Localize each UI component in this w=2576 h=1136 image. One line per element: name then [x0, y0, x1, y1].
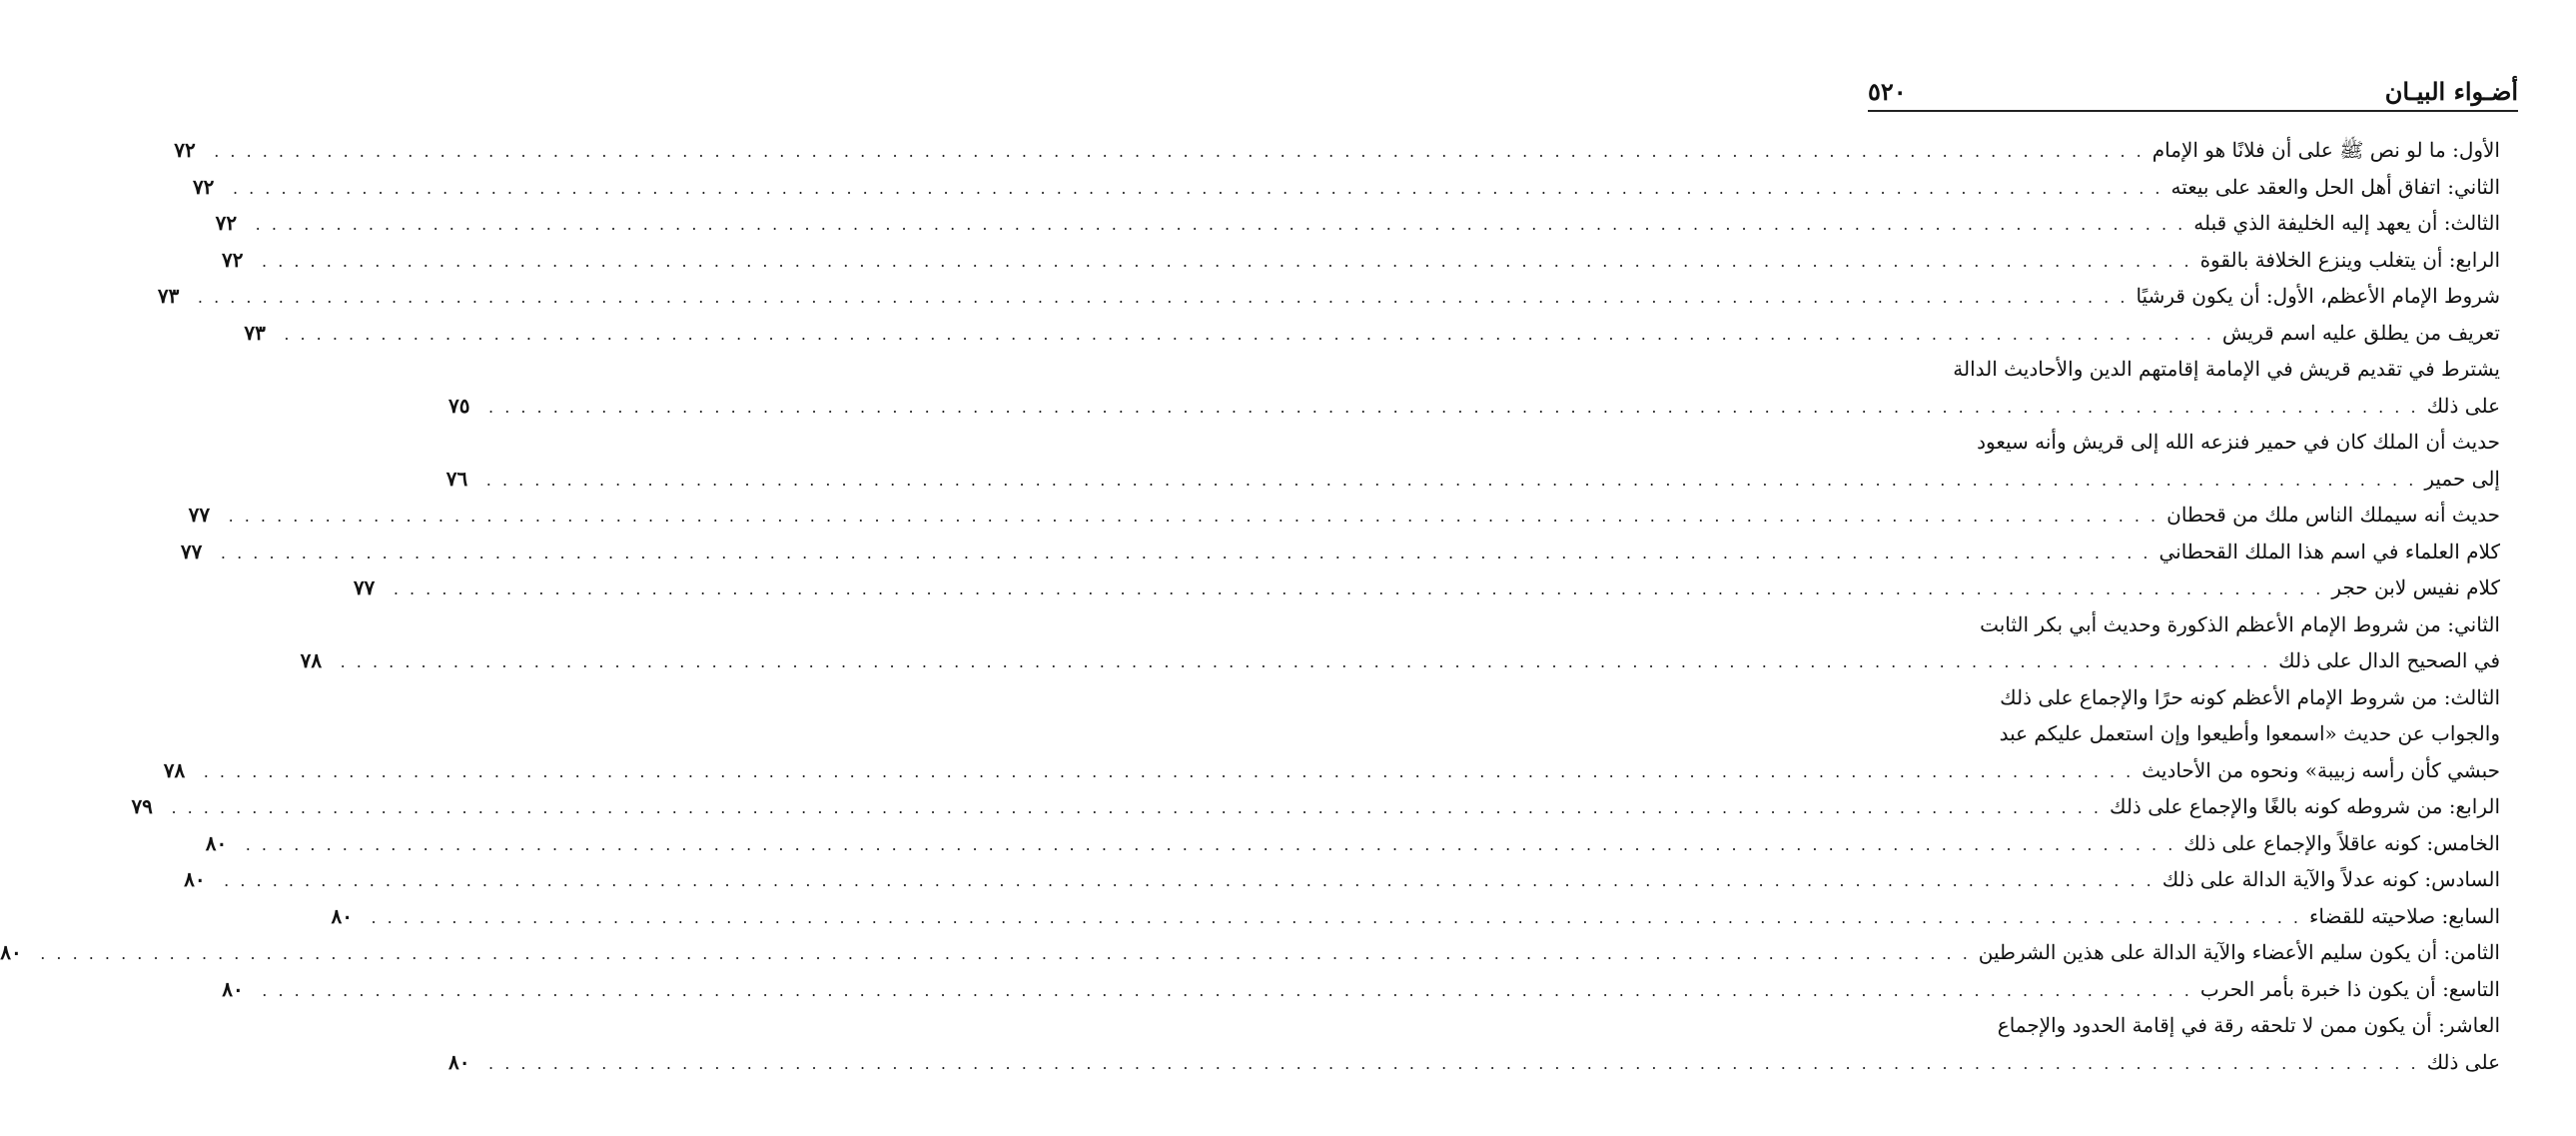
toc-entry-text: تعريف من يطلق عليه اسم قريش — [2221, 320, 2500, 345]
toc-entry-text: الرابع: أن يتغلب وينزع الخلافة بالقوة — [2199, 247, 2500, 272]
toc-entry-text: على ذلك — [2426, 393, 2500, 418]
toc-entry-text: الثاني: اتفاق أهل الحل والعقد على بيعته — [2170, 174, 2500, 199]
toc-entry-text: في الصحيح الدال على ذلك — [2278, 648, 2500, 672]
toc-entry — [331, 898, 2500, 935]
toc-entry-text: الثالث: من شروط الإمام الأعظم كونه حرًا والإجماع على ذلك — [2000, 684, 2500, 709]
dot-leader: . . . . . . . . . . . . . . . . . . . . . . . . . . . . . . . . . . . . . . . . . . . . . . . . . . . . . . . . . . . . . . . . . . . . . . . . . . . . . . . . . . . . . . . . . . . . . . . . . . . . . . . . . . . . . . . . . . . . . . . . — [203, 761, 2135, 781]
dot-leader: . . . . . . . . . . . . . . . . . . . . . . . . . . . . . . . . . . . . . . . . . . . . . . . . . . . . . . . . . . . . . . . . . . . . . . . . . . . . . . . . . . . . . . . . . . . . . . . . . . . . . . . . . . . . . . . . . . . . . . . . — [488, 1053, 2419, 1073]
dot-leader: . . . . . . . . . . . . . . . . . . . . . . . . . . . . . . . . . . . . . . . . . . . . . . . . . . . . . . . . . . . . . . . . . . . . . . . . . . . . . . . . . . . . . . . . . . . . . . . . . . . . . . . . . . . . . . . . . . . . . . . . — [340, 652, 2271, 671]
toc-entry-text: السادس: كونه عدلاً والآية الدالة على ذلك — [2161, 867, 2500, 891]
toc-entry — [184, 861, 2500, 898]
toc-entry — [131, 788, 2500, 825]
toc-entry-text: الثالث: أن يعهد إليه الخليفة الذي قبله — [2193, 211, 2500, 235]
toc-entry — [174, 132, 2500, 169]
toc-page-number: ٨٠ — [331, 903, 353, 928]
toc-entry — [157, 278, 2500, 315]
toc-entry — [300, 642, 2500, 679]
toc-entry-text: الثاني: من شروط الإمام الأعظم الذكورة وحديث أبي بكر الثابت — [1980, 611, 2500, 636]
toc-entry — [188, 497, 2500, 534]
toc-entry — [448, 388, 2500, 425]
dot-leader: . . . . . . . . . . . . . . . . . . . . . . . . . . . . . . . . . . . . . . . . . . . . . . . . . . . . . . . . . . . . . . . . . . . . . . . . . . . . . . . . . . . . . . . . . . . . . . . . . . . . . . . . . . . . . . . . . . . . . . . . — [371, 907, 2301, 927]
dot-leader: . . . . . . . . . . . . . . . . . . . . . . . . . . . . . . . . . . . . . . . . . . . . . . . . . . . . . . . . . . . . . . . . . . . . . . . . . . . . . . . . . . . . . . . . . . . . . . . . . . . . . . . . . . . . . . . . . . . . . . . . — [393, 579, 2324, 598]
toc-page-number: ٧٢ — [174, 138, 196, 162]
dot-leader: . . . . . . . . . . . . . . . . . . . . . . . . . . . . . . . . . . . . . . . . . . . . . . . . . . . . . . . . . . . . . . . . . . . . . . . . . . . . . . . . . . . . . . . . . . . . . . . . . . . . . . . . . . . . . . . . . . . . . . . . — [232, 178, 2163, 198]
dot-leader: . . . . . . . . . . . . . . . . . . . . . . . . . . . . . . . . . . . . . . . . . . . . . . . . . . . . . . . . . . . . . . . . . . . . . . . . . . . . . . . . . . . . . . . . . . . . . . . . . . . . . . . . . . . . . . . . . . . . . . . . — [488, 397, 2419, 417]
dot-leader: . . . . . . . . . . . . . . . . . . . . . . . . . . . . . . . . . . . . . . . . . . . . . . . . . . . . . . . . . . . . . . . . . . . . . . . . . . . . . . . . . . . . . . . . . . . . . . . . . . . . . . . . . . . . . . . . . . . . . . . . — [171, 798, 2102, 817]
toc-entry-text: الرابع: من شروطه كونه بالغًا والإجماع على ذلك — [2109, 794, 2500, 818]
toc-entry-text: يشترط في تقديم قريش في الإمامة إقامتهم الدين والأحاديث الدالة — [1953, 357, 2500, 381]
toc-entry-text: الأول: ما لو نص ﷺ على أن فلانًا هو الإمام — [2151, 138, 2500, 162]
toc-entry — [192, 169, 2500, 206]
toc-entry-text: والجواب عن حديث «اسمعوا وأطيعوا وإن استعمل عليكم عبد — [1999, 721, 2500, 745]
toc-entry — [445, 461, 2500, 498]
toc-entry-continuation — [1886, 606, 2500, 643]
toc-entry-text: على ذلك — [2426, 1049, 2500, 1074]
toc-page-number: ٨٠ — [0, 940, 22, 964]
toc-entry-text: كلام نفيس لابن حجر — [2331, 575, 2500, 599]
toc-entry-text: شروط الإمام الأعظم، الأول: أن يكون قرشيًا — [2136, 284, 2500, 308]
toc-entry — [244, 315, 2500, 352]
toc-entry-text: السابع: صلاحيته للقضاء — [2309, 903, 2500, 928]
toc-entry-text: حديث أنه سيملك الناس ملك من قحطان — [2166, 503, 2500, 527]
toc-page-number: ٧٦ — [445, 466, 468, 491]
dot-leader: . . . . . . . . . . . . . . . . . . . . . . . . . . . . . . . . . . . . . . . . . . . . . . . . . . . . . . . . . . . . . . . . . . . . . . . . . . . . . . . . . . . . . . . . . . . . . . . . . . . . . . . . . . . . . . . . . . . . . . . . — [224, 871, 2154, 890]
toc-entry — [180, 534, 2500, 570]
toc-page-number: ٧٢ — [192, 174, 215, 199]
toc-entry-text: العاشر: أن يكون ممن لا تلحقه رقة في إقامة الحدود والإجماع — [1997, 1013, 2500, 1037]
toc-entry-text: حبشي كأن رأسه زبيبة» ونحوه من الأحاديث — [2142, 757, 2500, 782]
dot-leader: . . . . . . . . . . . . . . . . . . . . . . . . . . . . . . . . . . . . . . . . . . . . . . . . . . . . . . . . . . . . . . . . . . . . . . . . . . . . . . . . . . . . . . . . . . . . . . . . . . . . . . . . . . . . . . . . . . . . . . . . — [485, 470, 2417, 490]
toc-entry — [0, 934, 2500, 971]
toc-entry — [222, 242, 2500, 279]
toc-entry-text: كلام العلماء في اسم هذا الملك القحطاني — [2158, 539, 2500, 564]
toc-page-number: ٨٠ — [205, 830, 228, 855]
toc-page-number: ٧٧ — [180, 539, 203, 564]
toc-entry — [222, 971, 2500, 1008]
toc-entry — [163, 752, 2500, 789]
toc-entry-text: إلى حمير — [2424, 466, 2500, 491]
toc-entry-text: حديث أن الملك كان في حمير فنزعه الله إلى قريش وأنه سيعود — [1977, 430, 2500, 454]
toc-page-number: ٧٢ — [222, 247, 244, 272]
toc-page-number: ٧٣ — [244, 320, 266, 345]
dot-leader: . . . . . . . . . . . . . . . . . . . . . . . . . . . . . . . . . . . . . . . . . . . . . . . . . . . . . . . . . . . . . . . . . . . . . . . . . . . . . . . . . . . . . . . . . . . . . . . . . . . . . . . . . . . . . . . . . . . . . . . . — [262, 980, 2192, 1000]
toc-entry — [353, 569, 2500, 606]
toc-entry-text: الثامن: أن يكون سليم الأعضاء والآية الدالة على هذين الشرطين — [1978, 940, 2500, 964]
toc-entry-text: الخامس: كونه عاقلاً والإجماع على ذلك — [2183, 830, 2500, 855]
toc-page-number: ٧٩ — [131, 794, 153, 818]
toc-page-number: ٧٥ — [448, 393, 470, 418]
toc-entry — [205, 825, 2500, 862]
toc-page-number: ٨٠ — [222, 976, 244, 1001]
toc-entry-continuation — [1886, 351, 2500, 388]
dot-leader: . . . . . . . . . . . . . . . . . . . . . . . . . . . . . . . . . . . . . . . . . . . . . . . . . . . . . . . . . . . . . . . . . . . . . . . . . . . . . . . . . . . . . . . . . . . . . . . . . . . . . . . . . . . . . . . . . . . . . . . . — [262, 251, 2192, 271]
dot-leader: . . . . . . . . . . . . . . . . . . . . . . . . . . . . . . . . . . . . . . . . . . . . . . . . . . . . . . . . . . . . . . . . . . . . . . . . . . . . . . . . . . . . . . . . . . . . . . . . . . . . . . . . . . . . . . . . . . . . . . . . — [284, 324, 2214, 344]
toc-entry-continuation — [1886, 679, 2500, 716]
page-header — [1868, 70, 2518, 112]
dot-leader: . . . . . . . . . . . . . . . . . . . . . . . . . . . . . . . . . . . . . . . . . . . . . . . . . . . . . . . . . . . . . . . . . . . . . . . . . . . . . . . . . . . . . . . . . . . . . . . . . . . . . . . . . . . . . . . . . . . . . . . . — [214, 142, 2145, 161]
toc-page-number: ٧٨ — [300, 648, 323, 672]
dot-leader: . . . . . . . . . . . . . . . . . . . . . . . . . . . . . . . . . . . . . . . . . . . . . . . . . . . . . . . . . . . . . . . . . . . . . . . . . . . . . . . . . . . . . . . . . . . . . . . . . . . . . . . . . . . . . . . . . . . . . . . . — [197, 288, 2129, 307]
toc-entry-continuation — [1886, 424, 2500, 461]
toc-entry — [215, 205, 2500, 242]
running-title: أضـواء البيـان — [2384, 77, 2518, 106]
dot-leader: . . . . . . . . . . . . . . . . . . . . . . . . . . . . . . . . . . . . . . . . . . . . . . . . . . . . . . . . . . . . . . . . . . . . . . . . . . . . . . . . . . . . . . . . . . . . . . . . . . . . . . . . . . . . . . . . . . . . . . . . — [245, 834, 2176, 854]
toc-page-number: ٧٧ — [353, 575, 376, 599]
toc-page-number: ٨٠ — [184, 867, 206, 891]
toc-entry-continuation — [1886, 715, 2500, 752]
toc-page-number: ٧٧ — [188, 503, 211, 527]
page-number: ٥٢٠ — [1868, 77, 1907, 106]
table-of-contents — [0, 132, 2500, 1080]
dot-leader: . . . . . . . . . . . . . . . . . . . . . . . . . . . . . . . . . . . . . . . . . . . . . . . . . . . . . . . . . . . . . . . . . . . . . . . . . . . . . . . . . . . . . . . . . . . . . . . . . . . . . . . . . . . . . . . . . . . . . . . . — [255, 215, 2186, 234]
toc-entry-continuation — [1886, 1007, 2500, 1044]
toc-entry-text: التاسع: أن يكون ذا خبرة بأمر الحرب — [2199, 976, 2500, 1001]
toc-page-number: ٨٠ — [448, 1049, 470, 1074]
toc-entry — [448, 1044, 2500, 1081]
dot-leader: . . . . . . . . . . . . . . . . . . . . . . . . . . . . . . . . . . . . . . . . . . . . . . . . . . . . . . . . . . . . . . . . . . . . . . . . . . . . . . . . . . . . . . . . . . . . . . . . . . . . . . . . . . . . . . . . . . . . . . . . — [220, 543, 2151, 563]
toc-page-number: ٧٨ — [163, 757, 186, 782]
toc-page-number: ٧٣ — [157, 284, 180, 308]
toc-page-number: ٧٢ — [215, 211, 238, 235]
dot-leader: . . . . . . . . . . . . . . . . . . . . . . . . . . . . . . . . . . . . . . . . . . . . . . . . . . . . . . . . . . . . . . . . . . . . . . . . . . . . . . . . . . . . . . . . . . . . . . . . . . . . . . . . . . . . . . . . . . . . . . . . — [40, 944, 1971, 963]
dot-leader: . . . . . . . . . . . . . . . . . . . . . . . . . . . . . . . . . . . . . . . . . . . . . . . . . . . . . . . . . . . . . . . . . . . . . . . . . . . . . . . . . . . . . . . . . . . . . . . . . . . . . . . . . . . . . . . . . . . . . . . . — [228, 507, 2159, 526]
